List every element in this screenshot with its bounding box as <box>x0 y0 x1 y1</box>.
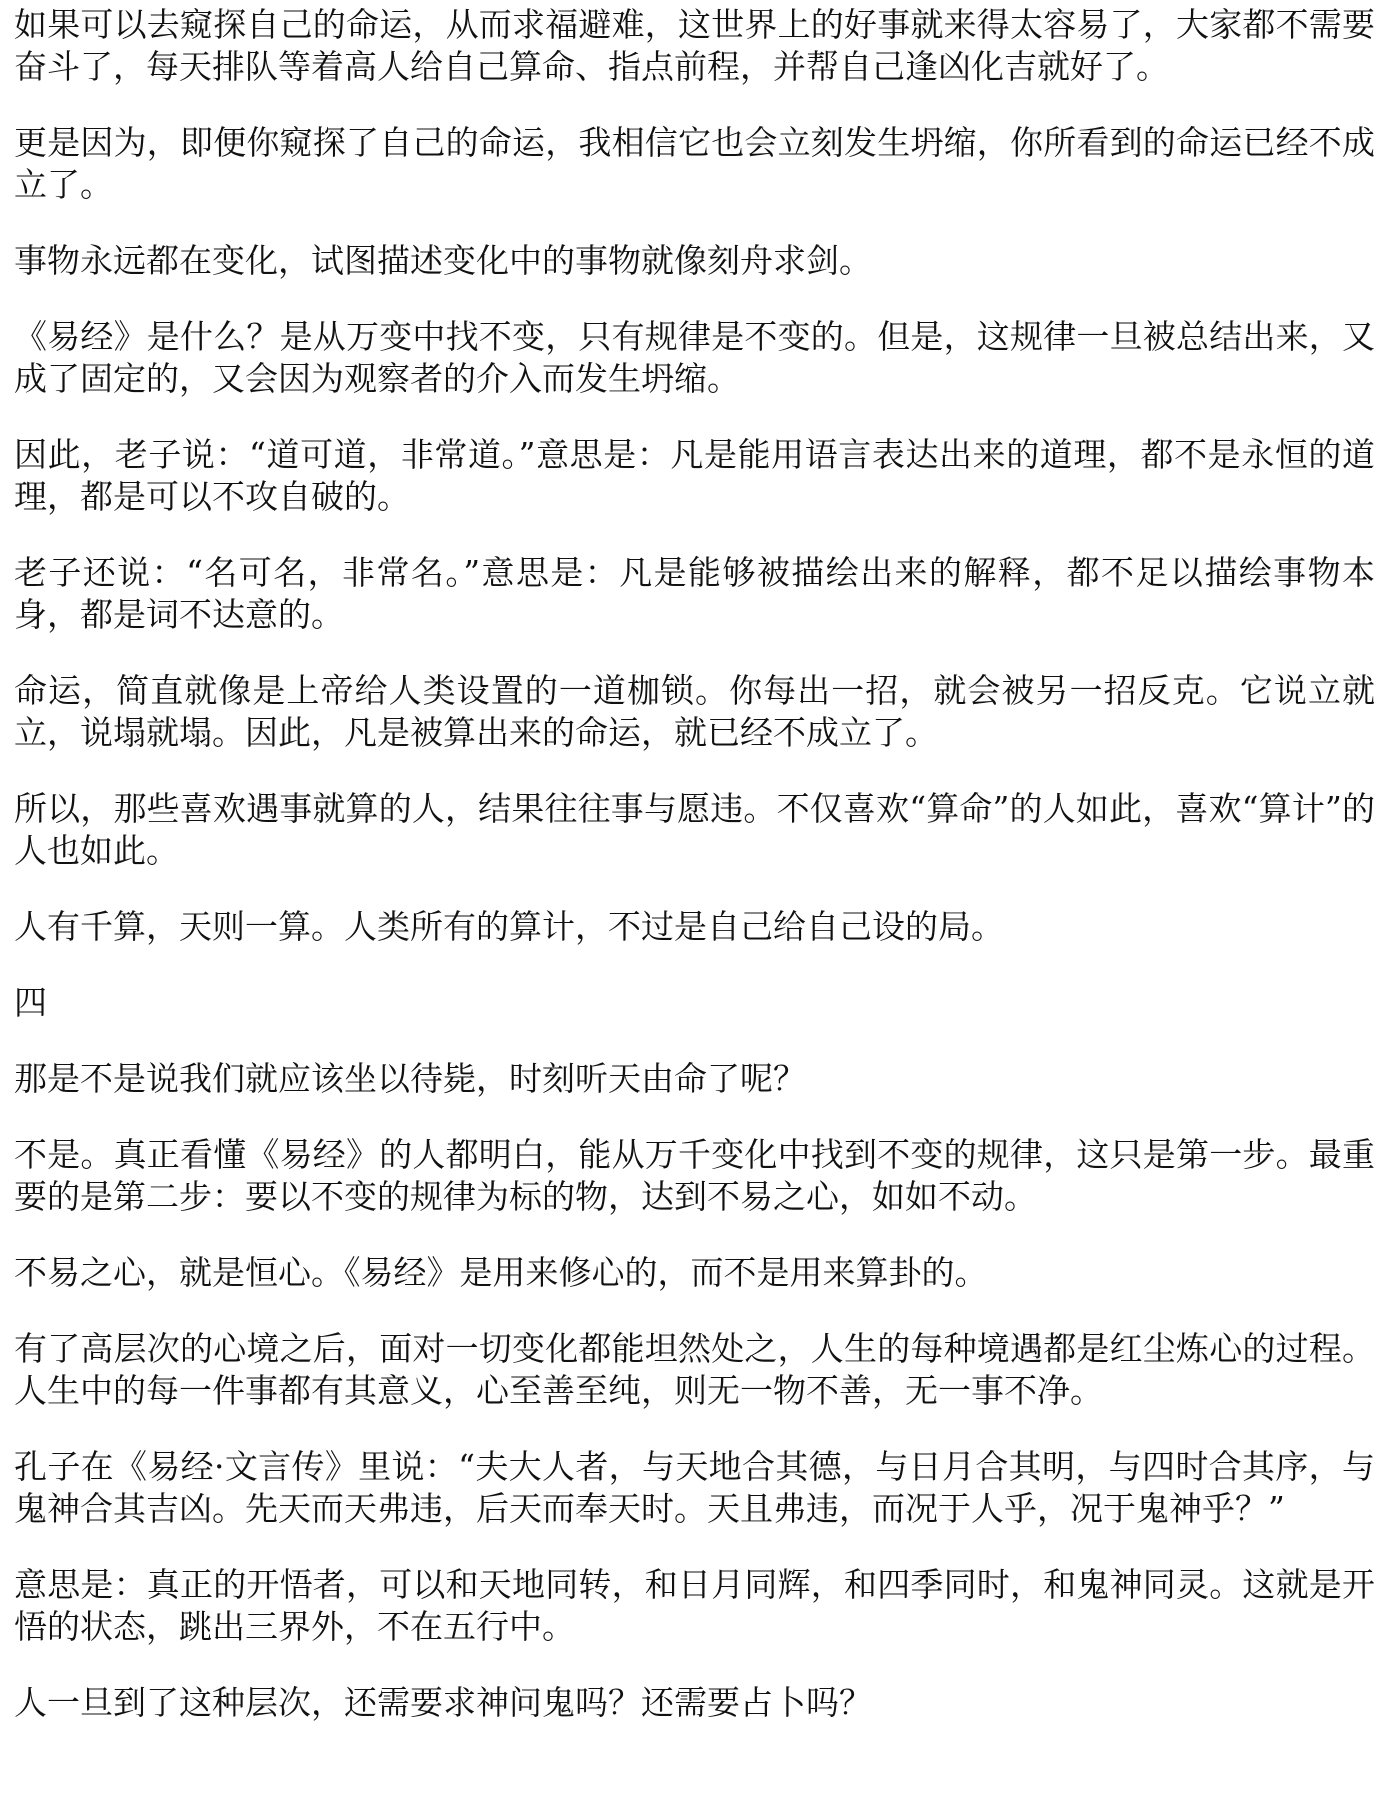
paragraph: 所以，那些喜欢遇事就算的人，结果往往事与愿违。不仅喜欢“算命”的人如此，喜欢“算计”的人也如此。 <box>14 789 1375 870</box>
paragraph: 因此，老子说：“道可道，非常道。”意思是：凡是能用语言表达出来的道理，都不是永恒的道理，都是可以不攻自破的。 <box>14 435 1375 516</box>
section-heading: 四 <box>14 983 47 1022</box>
paragraph: 命运，简直就像是上帝给人类设置的一道枷锁。你每出一招，就会被另一招反克。它说立就立，说塌就塌。因此，凡是被算出来的命运，就已经不成立了。 <box>14 671 1375 752</box>
paragraph: 更是因为，即便你窥探了自己的命运，我相信它也会立刻发生坍缩，你所看到的命运已经不成立了。 <box>14 123 1375 204</box>
paragraph: 不是。真正看懂《易经》的人都明白，能从万千变化中找到不变的规律，这只是第一步。最重要的是第二步：要以不变的规律为标的物，达到不易之心，如如不动。 <box>14 1135 1375 1216</box>
paragraph: 意思是：真正的开悟者，可以和天地同转，和日月同辉，和四季同时，和鬼神同灵。这就是开悟的状态，跳出三界外，不在五行中。 <box>14 1565 1375 1646</box>
paragraph: 人有千算，天则一算。人类所有的算计，不过是自己给自己设的局。 <box>14 907 1004 946</box>
paragraph: 不易之心，就是恒心。《易经》是用来修心的，而不是用来算卦的。 <box>14 1253 988 1292</box>
paragraph: 有了高层次的心境之后，面对一切变化都能坦然处之，人生的每种境遇都是红尘炼心的过程。人生中的每一件事都有其意义，心至善至纯，则无一物不善，无一事不净。 <box>14 1329 1375 1410</box>
paragraph: 人一旦到了这种层次，还需要求神问鬼吗？还需要占卜吗？ <box>14 1683 872 1722</box>
paragraph: 那是不是说我们就应该坐以待毙，时刻听天由命了呢？ <box>14 1059 806 1098</box>
paragraph: 《易经》是什么？是从万变中找不变，只有规律是不变的。但是，这规律一旦被总结出来，又成了固定的，又会因为观察者的介入而发生坍缩。 <box>14 317 1375 398</box>
paragraph: 事物永远都在变化，试图描述变化中的事物就像刻舟求剑。 <box>14 241 872 280</box>
paragraph: 如果可以去窥探自己的命运，从而求福避难，这世界上的好事就来得太容易了，大家都不需要奋斗了，每天排队等着高人给自己算命、指点前程，并帮自己逢凶化吉就好了。 <box>14 5 1375 86</box>
paragraph: 孔子在《易经·文言传》里说：“夫大人者，与天地合其德，与日月合其明，与四时合其序，与鬼神合其吉凶。先天而天弗违，后天而奉天时。天且弗违，而况于人乎，况于鬼神乎？” <box>14 1447 1375 1528</box>
paragraph: 老子还说：“名可名，非常名。”意思是：凡是能够被描绘出来的解释，都不足以描绘事物本身，都是词不达意的。 <box>14 553 1375 634</box>
